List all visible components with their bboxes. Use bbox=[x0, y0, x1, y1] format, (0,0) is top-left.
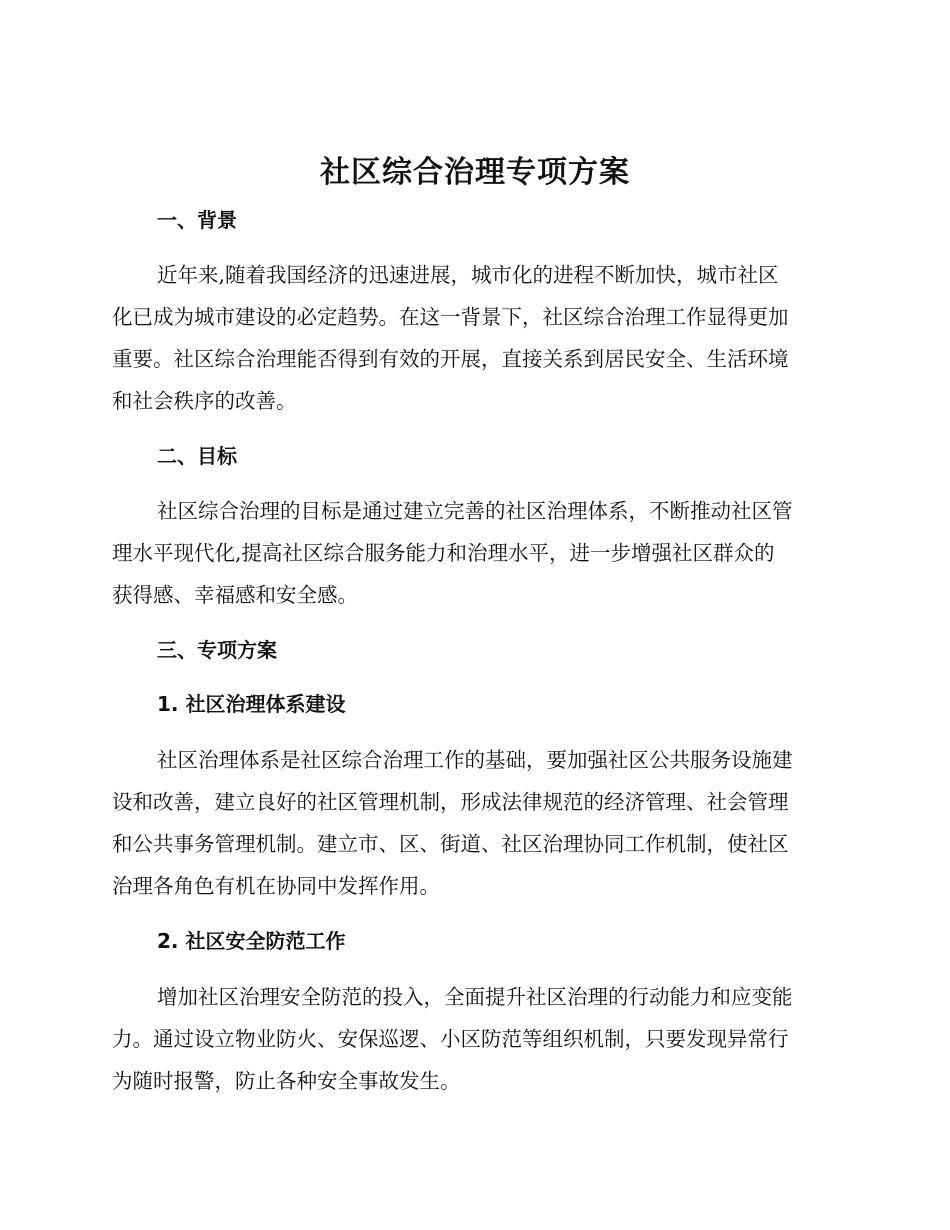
paragraph-line: 社区综合治理的目标是通过建立完善的社区治理体系，不断推动社区管 bbox=[157, 499, 793, 523]
paragraph-line: 设和改善，建立良好的社区管理机制，形成法律规范的经济管理、社会管理 bbox=[112, 790, 789, 814]
paragraph-line: 社区治理体系是社区综合治理工作的基础，要加强社区公共服务设施建 bbox=[157, 748, 793, 772]
paragraph-line: 化已成为城市建设的必定趋势。在这一背景下，社区综合治理工作显得更加 bbox=[112, 305, 789, 329]
section-heading-goal: 二、目标 bbox=[157, 444, 237, 468]
paragraph-line: 和公共事务管理机制。建立市、区、街道、社区治理协同工作机制，使社区 bbox=[112, 832, 789, 856]
paragraph-governance-system bbox=[112, 739, 830, 907]
paragraph-goal bbox=[112, 490, 830, 616]
paragraph-line: 为随时报警，防止各种安全事故发生。 bbox=[112, 1069, 461, 1093]
subsection-heading-safety: 2. 社区安全防范工作 bbox=[157, 929, 346, 953]
paragraph-line: 重要。社区综合治理能否得到有效的开展，直接关系到居民安全、生活环境 bbox=[112, 347, 789, 371]
document-title: 社区综合治理专项方案 bbox=[320, 155, 630, 190]
paragraph-line: 治理各角色有机在协同中发挥作用。 bbox=[112, 874, 440, 898]
paragraph-safety bbox=[112, 976, 830, 1102]
paragraph-line: 增加社区治理安全防范的投入，全面提升社区治理的行动能力和应变能 bbox=[157, 985, 793, 1009]
paragraph-line: 理水平现代化,提高社区综合服务能力和治理水平，进一步增强社区群众的 bbox=[112, 541, 775, 565]
section-heading-background: 一、背景 bbox=[157, 208, 237, 232]
paragraph-background bbox=[112, 254, 830, 422]
subsection-heading-governance-system: 1. 社区治理体系建设 bbox=[157, 692, 346, 716]
paragraph-line: 近年来,随着我国经济的迅速进展，城市化的进程不断加快，城市社区 bbox=[157, 263, 779, 287]
paragraph-line: 获得感、幸福感和安全感。 bbox=[112, 583, 358, 607]
paragraph-line: 力。通过设立物业防火、安保巡逻、小区防范等组织机制，只要发现异常行 bbox=[112, 1027, 789, 1051]
section-heading-plan: 三、专项方案 bbox=[157, 638, 277, 662]
paragraph-line: 和社会秩序的改善。 bbox=[112, 389, 297, 413]
